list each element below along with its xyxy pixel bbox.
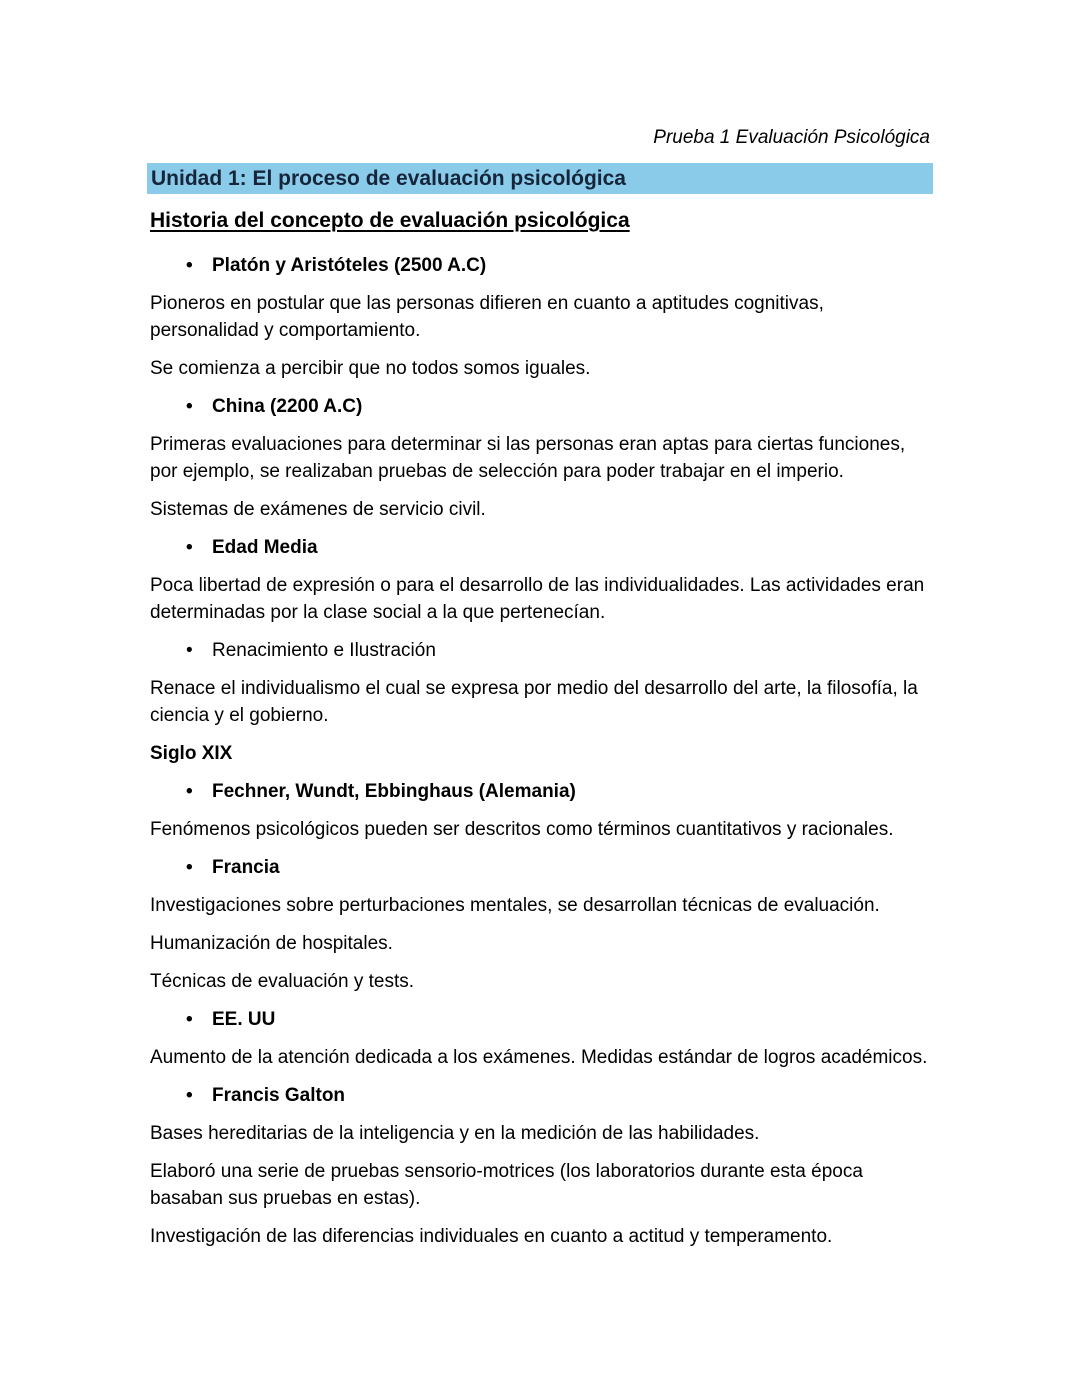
bullet-icon: •	[186, 781, 193, 802]
list-item-text: Francia	[212, 857, 280, 878]
paragraph: Investigación de las diferencias individuales en cuanto a actitud y temperamento.	[150, 1226, 833, 1247]
list-item	[150, 637, 930, 664]
document-body	[150, 252, 930, 1250]
paragraph: Investigaciones sobre perturbaciones mentales, se desarrollan técnicas de evaluación.	[150, 895, 880, 916]
list-item-text: EE. UU	[212, 1009, 276, 1030]
list-item	[150, 393, 930, 420]
paragraph: Pioneros en postular que las personas difieren en cuanto a aptitudes cognitivas, personalidad y comportamiento.	[150, 293, 824, 341]
paragraph: Se comienza a percibir que no todos somos iguales.	[150, 358, 591, 379]
subheading: Siglo XIX	[150, 743, 233, 764]
list-item	[150, 1082, 930, 1109]
paragraph: Primeras evaluaciones para determinar si las personas eran aptas para ciertas funciones, por ejemplo, se realizaban pruebas de selección para poder trabajar en el imperio.	[150, 434, 906, 482]
bullet-icon: •	[186, 1085, 193, 1106]
list-item-text: China (2200 A.C)	[212, 396, 363, 417]
paragraph: Elaboró una serie de pruebas sensorio-motrices (los laboratorios durante esta época basaban sus pruebas en estas).	[150, 1161, 863, 1209]
list-item-text: Platón y Aristóteles (2500 A.C)	[212, 255, 487, 276]
paragraph: Bases hereditarias de la inteligencia y en la medición de las habilidades.	[150, 1123, 760, 1144]
paragraph: Poca libertad de expresión o para el desarrollo de las individualidades. Las actividades eran determinadas por la clase social a la que pertenecían.	[150, 575, 925, 623]
paragraph: Técnicas de evaluación y tests.	[150, 971, 415, 992]
unit-title-highlighted: Unidad 1: El proceso de evaluación psicológica	[147, 163, 933, 194]
list-item	[150, 778, 930, 805]
paragraph: Aumento de la atención dedicada a los exámenes. Medidas estándar de logros académicos.	[150, 1047, 928, 1068]
list-item	[150, 1006, 930, 1033]
bullet-icon: •	[186, 396, 193, 417]
paragraph: Fenómenos psicológicos pueden ser descritos como términos cuantitativos y racionales.	[150, 819, 894, 840]
bullet-icon: •	[186, 640, 193, 661]
list-item-text: Edad Media	[212, 537, 318, 558]
bullet-icon: •	[186, 537, 193, 558]
list-item	[150, 854, 930, 881]
list-item	[150, 534, 930, 561]
paragraph: Renace el individualismo el cual se expresa por medio del desarrollo del arte, la filosofía, la ciencia y el gobierno.	[150, 678, 918, 726]
list-item-text: Renacimiento e Ilustración	[212, 640, 436, 661]
bullet-icon: •	[186, 1009, 193, 1030]
list-item	[150, 252, 930, 279]
section-heading	[150, 207, 930, 234]
section-heading-text: Historia del concepto de evaluación psicológica	[150, 209, 630, 232]
paragraph: Sistemas de exámenes de servicio civil.	[150, 499, 486, 520]
paragraph: Humanización de hospitales.	[150, 933, 393, 954]
page-header-right: Prueba 1 Evaluación Psicológica	[653, 127, 930, 148]
list-item-text: Francis Galton	[212, 1085, 346, 1106]
list-item-text: Fechner, Wundt, Ebbinghaus (Alemania)	[212, 781, 576, 802]
bullet-icon: •	[186, 255, 193, 276]
bullet-icon: •	[186, 857, 193, 878]
